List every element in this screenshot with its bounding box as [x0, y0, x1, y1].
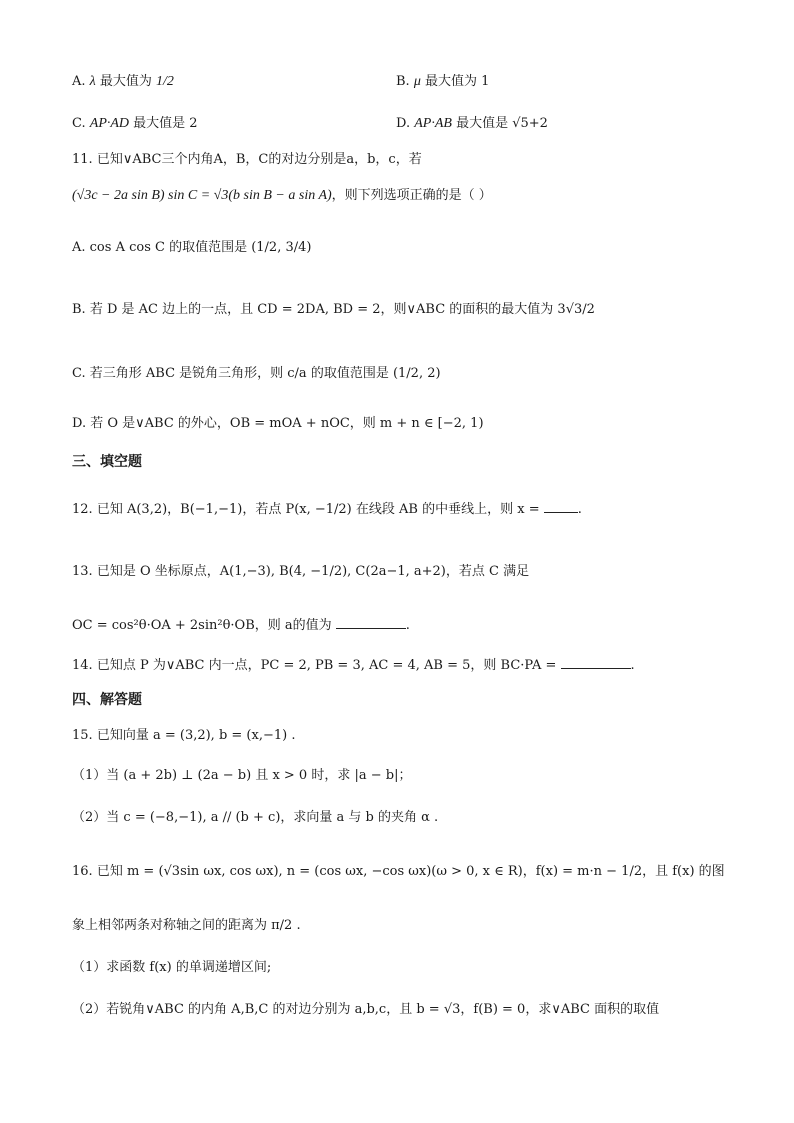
question-11-line2 — [72, 186, 492, 206]
question-text: 已知点 P 为∨ABC 内一点，PC = 2, PB = 3, AC = 4, AB = 5，则 BC·PA = — [96, 658, 557, 673]
question-16-part2: （2）若锐角∨ABC 的内角 A,B,C 的对边分别为 a,b,c，且 b = √3，f(B) = 0，求∨ABC 面积的取值 — [72, 1002, 660, 1017]
punctuation: . — [577, 502, 582, 517]
answer-blank[interactable] — [561, 654, 631, 669]
option-label: D. — [396, 116, 411, 131]
punctuation: . — [630, 658, 635, 673]
option-text: 最大值为 — [99, 74, 152, 89]
option-text: 最大值是 √5+2 — [456, 116, 548, 131]
option-text: 最大值是 2 — [133, 116, 198, 131]
question-12 — [72, 498, 582, 520]
answer-blank[interactable] — [336, 614, 406, 629]
question-13-line2 — [72, 614, 410, 636]
question-15-part1: （1）当 (a + 2b) ⊥ (2a − b) 且 x > 0 时，求 |a − b|； — [72, 768, 412, 783]
question-text: 已知 m = (√3sin ωx, cos ωx), n = (cos ωx, −cos ωx)(ω > 0, x ∈ R)，f(x) = m·n − 1/2，且 f(x) 的图 — [96, 864, 725, 879]
question-13-line1 — [72, 562, 529, 582]
question-text: 已知∨ABC三个内角A，B，C的对边分别是a，b，c，若 — [96, 152, 422, 167]
question-15-line1 — [72, 726, 295, 746]
question-text: ，则下列选项正确的是（ ） — [331, 188, 492, 203]
math-symbol: μ — [413, 74, 421, 89]
section-heading-solutions: 四、解答题 — [72, 692, 142, 708]
question-11-option-c: C. 若三角形 ABC 是锐角三角形，则 c/a 的取值范围是 (1/2, 2) — [72, 366, 441, 381]
math-expression: AP·AD — [89, 116, 130, 131]
option-a-top — [72, 72, 174, 92]
question-number: 16. — [72, 864, 93, 879]
option-label: B. — [396, 74, 410, 89]
section-heading-fill-blank: 三、填空题 — [72, 454, 142, 470]
question-15-part2: （2）当 c = (−8,−1), a // (b + c)，求向量 a 与 b 的夹角 α . — [72, 810, 439, 825]
question-number: 12. — [72, 502, 93, 517]
question-16-line2: 象上相邻两条对称轴之间的距离为 π/2 . — [72, 918, 301, 933]
question-text: OC = cos²θ·OA + 2sin²θ·OB，则 a的值为 — [72, 618, 332, 633]
question-number: 15. — [72, 728, 93, 743]
option-b-top — [396, 72, 489, 92]
question-14 — [72, 654, 635, 676]
question-11-option-b: B. 若 D 是 AC 边上的一点，且 CD = 2DA, BD = 2，则∨ABC 的面积的最大值为 3√3/2 — [72, 302, 595, 317]
question-16-part1: （1）求函数 f(x) 的单调递增区间; — [72, 960, 272, 975]
question-text: 已知是 O 坐标原点，A(1,−3), B(4, −1/2), C(2a−1, a+2)，若点 C 满足 — [96, 564, 530, 579]
question-11-option-d: D. 若 O 是∨ABC 的外心，OB = mOA + nOC，则 m + n ∈ [−2, 1) — [72, 416, 484, 431]
math-value: 1/2 — [156, 74, 174, 89]
answer-blank[interactable] — [544, 498, 578, 513]
option-text: 最大值为 1 — [425, 74, 490, 89]
question-number: 11. — [72, 152, 93, 167]
math-expression: AP·AB — [414, 116, 452, 131]
option-d-top — [396, 114, 548, 134]
option-label: A. — [72, 74, 86, 89]
math-symbol: λ — [89, 74, 96, 89]
math-equation: (√3c − 2a sin B) sin C = √3(b sin B − a sin A) — [72, 188, 332, 203]
question-16-line1 — [72, 862, 725, 882]
option-c-top — [72, 114, 198, 134]
question-text: 已知 A(3,2)，B(−1,−1)，若点 P(x, −1/2) 在线段 AB 的中垂线上，则 x = — [96, 502, 540, 517]
question-text: 已知向量 a = (3,2), b = (x,−1) . — [96, 728, 296, 743]
question-11-option-a: A. cos A cos C 的取值范围是 (1/2, 3/4) — [72, 240, 312, 255]
punctuation: . — [405, 618, 410, 633]
question-number: 14. — [72, 658, 93, 673]
option-label: C. — [72, 116, 86, 131]
question-number: 13. — [72, 564, 93, 579]
question-11-line1 — [72, 150, 422, 170]
